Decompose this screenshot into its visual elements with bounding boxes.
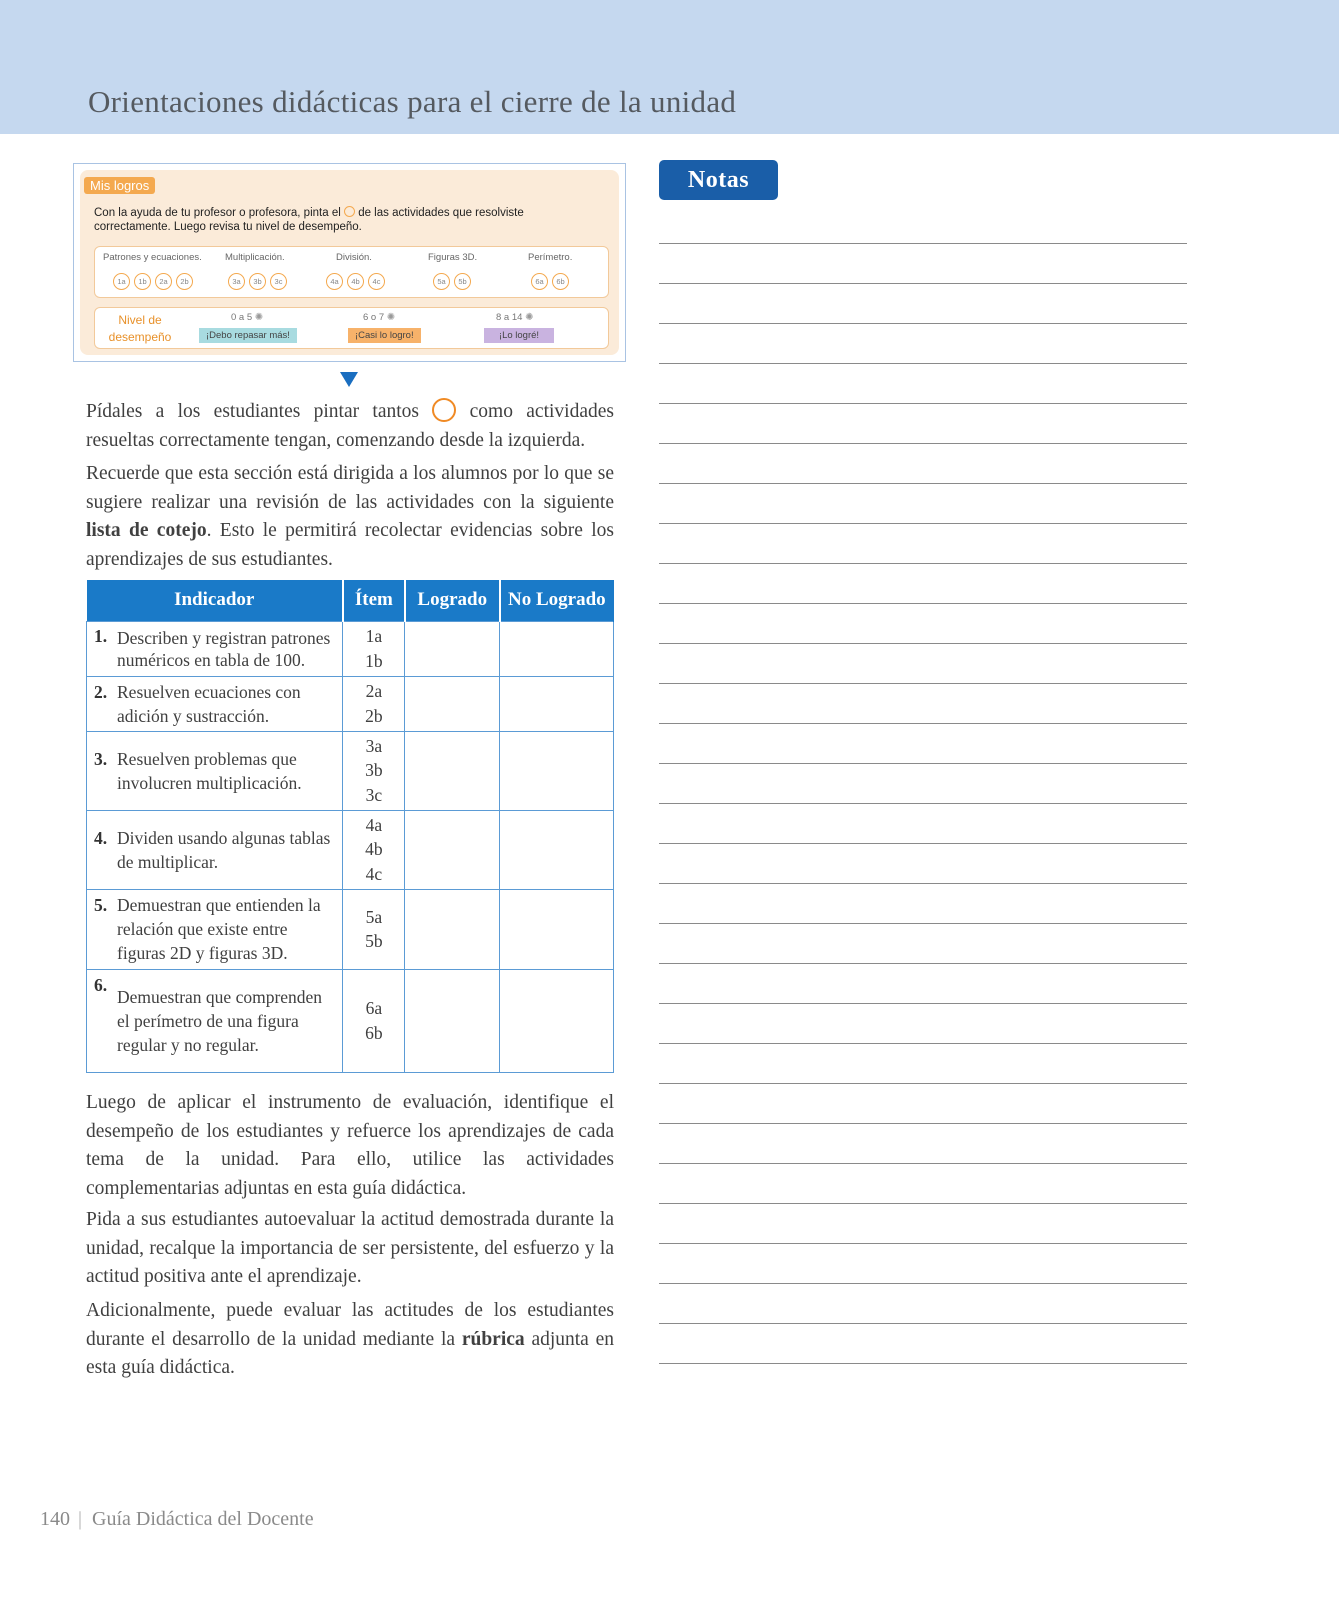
paragraph-2-end: . Esto le permitirá recolectar evidencias sobre los aprendizajes de sus estudiantes. <box>86 520 614 570</box>
note-line <box>659 283 1187 284</box>
note-line <box>659 523 1187 524</box>
note-line <box>659 1243 1187 1244</box>
level-range <box>496 312 533 323</box>
note-line <box>659 643 1187 644</box>
mis-logros-instruction <box>94 206 574 234</box>
note-line <box>659 803 1187 804</box>
item-code: 5a <box>365 906 383 927</box>
note-line <box>659 1043 1187 1044</box>
activity-circle: 1b <box>134 273 151 290</box>
note-line <box>659 1003 1187 1004</box>
table-row <box>87 969 614 1072</box>
item-code: 3b <box>365 760 383 781</box>
note-line <box>659 1283 1187 1284</box>
down-arrow-icon <box>340 372 358 387</box>
activity-circle: 3a <box>228 273 245 290</box>
indicator-number: 4. <box>94 827 108 848</box>
mis-logros-panel <box>80 170 619 355</box>
item-code: 4b <box>365 839 383 860</box>
indicator-text: Resuelven problemas que involucren multiplicación. <box>117 748 302 793</box>
table-header-row <box>87 580 614 621</box>
indicator-number: 3. <box>94 748 108 769</box>
paragraph-2 <box>86 460 614 574</box>
activity-circle: 4c <box>368 273 385 290</box>
indicator-text: Resuelven ecuaciones con adición y sustracción. <box>117 681 301 726</box>
topic-items <box>326 273 385 290</box>
item-code: 6a <box>365 998 383 1018</box>
table-row <box>87 621 614 676</box>
paragraph-1-start: Pídales a los estudiantes pintar tantos <box>86 401 420 422</box>
paragraph-3: Luego de aplicar el instrumento de evaluación, identifique el desempeño de los estudiantes y refuerce los aprendizajes de cada tema de la unidad. Para ello, utilice las actividades complementarias adjuntas en esta guía didáctica. <box>86 1092 614 1199</box>
note-line <box>659 843 1187 844</box>
page-title: Orientaciones didácticas para el cierre de la unidad <box>88 84 737 119</box>
logrado-cell[interactable] <box>405 810 500 889</box>
table-row <box>87 676 614 731</box>
mis-logros-figure <box>73 163 626 362</box>
note-line <box>659 563 1187 564</box>
item-cell <box>343 889 405 969</box>
logrado-cell[interactable] <box>405 621 500 676</box>
no-logrado-cell[interactable] <box>500 969 614 1072</box>
note-line <box>659 923 1187 924</box>
no-logrado-cell[interactable] <box>500 810 614 889</box>
item-code: 2a <box>365 681 383 701</box>
logrado-cell[interactable] <box>405 676 500 731</box>
page-footer <box>40 1508 314 1531</box>
star-icon: ✺ <box>525 312 534 323</box>
no-logrado-cell[interactable] <box>500 889 614 969</box>
paragraph-5-end: adjunta en esta guía didáctica. <box>86 1328 615 1378</box>
note-line <box>659 763 1187 764</box>
note-line <box>659 1123 1187 1124</box>
note-line <box>659 1203 1187 1204</box>
topic-label: Perímetro. <box>528 252 573 263</box>
indicator-number: 2. <box>94 681 108 702</box>
lista-de-cotejo-table <box>86 580 614 1073</box>
level-range-text: 0 a 5 <box>231 312 253 323</box>
note-line <box>659 323 1187 324</box>
header-indicador: Indicador <box>87 580 343 621</box>
topic-items <box>113 273 193 290</box>
item-cell <box>343 676 405 731</box>
no-logrado-cell[interactable] <box>500 676 614 731</box>
topic-items <box>531 273 569 290</box>
topic-label: Patrones y ecuaciones. <box>103 252 202 263</box>
paragraph-1 <box>86 398 614 455</box>
instruction-text-end: de las actividades que resolviste correctamente. Luego revisa tu nivel de desempeño. <box>94 207 524 233</box>
no-logrado-cell[interactable] <box>500 731 614 810</box>
paragraph-1-end: como actividades resueltas correctamente tengan, comenzando desde la izquierda. <box>86 401 614 451</box>
indicator-number: 6. <box>94 974 108 995</box>
item-code: 5b <box>365 931 383 951</box>
level-range-text: 6 o 7 <box>363 312 385 323</box>
header-item: Ítem <box>343 580 405 621</box>
activity-circle: 4b <box>347 273 364 290</box>
item-cell <box>343 810 405 889</box>
topics-box <box>94 246 609 298</box>
indicator-cell <box>87 969 343 1072</box>
header-no-logrado: No Logrado <box>500 580 614 621</box>
activity-circle: 3c <box>270 273 287 290</box>
logrado-cell[interactable] <box>405 969 500 1072</box>
footer-separator: | <box>78 1508 83 1530</box>
activity-circle: 1a <box>113 273 130 290</box>
level-range <box>363 312 395 323</box>
star-icon: ✺ <box>254 312 264 323</box>
circle-icon <box>344 206 355 217</box>
indicator-text: Demuestran que comprenden el perímetro de una figura regular y no regular. <box>117 986 323 1055</box>
activity-circle: 2a <box>155 273 172 290</box>
activity-circle: 4a <box>326 273 343 290</box>
topic-label: Figuras 3D. <box>428 252 478 263</box>
indicator-cell <box>87 810 343 889</box>
indicator-cell <box>87 621 343 676</box>
logrado-cell[interactable] <box>405 731 500 810</box>
activity-circle: 2b <box>176 273 193 290</box>
item-code: 6b <box>365 1022 383 1043</box>
table-row <box>87 731 614 810</box>
item-code: 1a <box>365 626 383 646</box>
note-line <box>659 683 1187 684</box>
paragraph-4: Pida a sus estudiantes autoevaluar la actitud demostrada durante la unidad, recalque la importancia de ser persistente, del esfuerzo y la actitud positiva ante el aprendizaje. <box>86 1209 614 1287</box>
note-line <box>659 1363 1187 1364</box>
indicator-text: Demuestran que entienden la relación que existe entre figuras 2D y figuras 3D. <box>117 895 321 963</box>
note-line <box>659 403 1187 404</box>
paragraph-5 <box>86 1297 614 1383</box>
indicator-text: Dividen usando algunas tablas de multiplicar. <box>117 827 331 872</box>
indicator-cell <box>87 889 343 969</box>
notas-title: Notas <box>659 160 778 200</box>
note-line <box>659 1323 1187 1324</box>
table-row <box>87 810 614 889</box>
item-cell <box>343 731 405 810</box>
item-code: 1b <box>365 650 383 671</box>
table-row <box>87 889 614 969</box>
indicator-cell <box>87 676 343 731</box>
level-message: ¡Casi lo logro! <box>348 328 421 343</box>
orange-circle-icon <box>432 398 456 422</box>
note-line <box>659 243 1187 244</box>
header-logrado: Logrado <box>405 580 500 621</box>
paragraph-5-start: Adicionalmente, puede evaluar las actitudes de los estudiantes durante el desarrollo de la unidad mediante la <box>86 1300 614 1350</box>
mis-logros-tag: Mis logros <box>84 177 155 194</box>
indicator-cell <box>87 731 343 810</box>
topic-items <box>433 273 471 290</box>
topic-label: División. <box>336 252 372 263</box>
activity-circle: 5b <box>454 273 471 290</box>
activity-circle: 6a <box>531 273 548 290</box>
indicator-text: Describen y registran patrones numéricos en tabla de 100. <box>117 627 331 670</box>
book-title: Guía Didáctica del Docente <box>92 1508 314 1530</box>
topic-label: Multiplicación. <box>225 252 285 263</box>
paragraph-5-bold: rúbrica <box>461 1328 525 1350</box>
page-number: 140 <box>40 1508 70 1530</box>
item-code: 4a <box>365 814 383 835</box>
paragraph-2-start: Recuerde que esta sección está dirigida a los alumnos por lo que se sugiere realizar una revisión de las actividades con la siguiente <box>86 463 614 513</box>
indicator-number: 5. <box>94 894 108 915</box>
item-code: 4c <box>365 863 383 884</box>
activity-circle: 3b <box>249 273 266 290</box>
star-icon: ✺ <box>386 312 396 323</box>
level-range-text: 8 a 14 <box>496 312 523 323</box>
activity-circle: 5a <box>433 273 450 290</box>
item-cell <box>343 969 405 1072</box>
note-line <box>659 1163 1187 1164</box>
item-code: 2b <box>365 705 383 726</box>
logrado-cell[interactable] <box>405 889 500 969</box>
instruction-text-start: Con la ayuda de tu profesor o profesora, pinta el <box>94 207 341 219</box>
note-line <box>659 1083 1187 1084</box>
paragraph-2-bold: lista de cotejo <box>86 520 207 541</box>
note-line <box>659 483 1187 484</box>
note-line <box>659 723 1187 724</box>
nivel-desempeno-box <box>94 307 609 349</box>
note-line <box>659 443 1187 444</box>
indicator-number: 1. <box>94 625 108 646</box>
topic-items <box>228 273 287 290</box>
item-code: 3c <box>365 784 383 805</box>
note-line <box>659 963 1187 964</box>
item-cell <box>343 621 405 676</box>
level-range <box>231 312 263 323</box>
note-line <box>659 363 1187 364</box>
activity-circle: 6b <box>552 273 569 290</box>
nivel-desempeno-label: Nivel de desempeño <box>108 313 172 344</box>
level-message: ¡Lo logré! <box>484 328 554 343</box>
item-code: 3a <box>365 735 383 756</box>
note-line <box>659 603 1187 604</box>
no-logrado-cell[interactable] <box>500 621 614 676</box>
level-message: ¡Debo repasar más! <box>199 328 297 343</box>
note-line <box>659 883 1187 884</box>
